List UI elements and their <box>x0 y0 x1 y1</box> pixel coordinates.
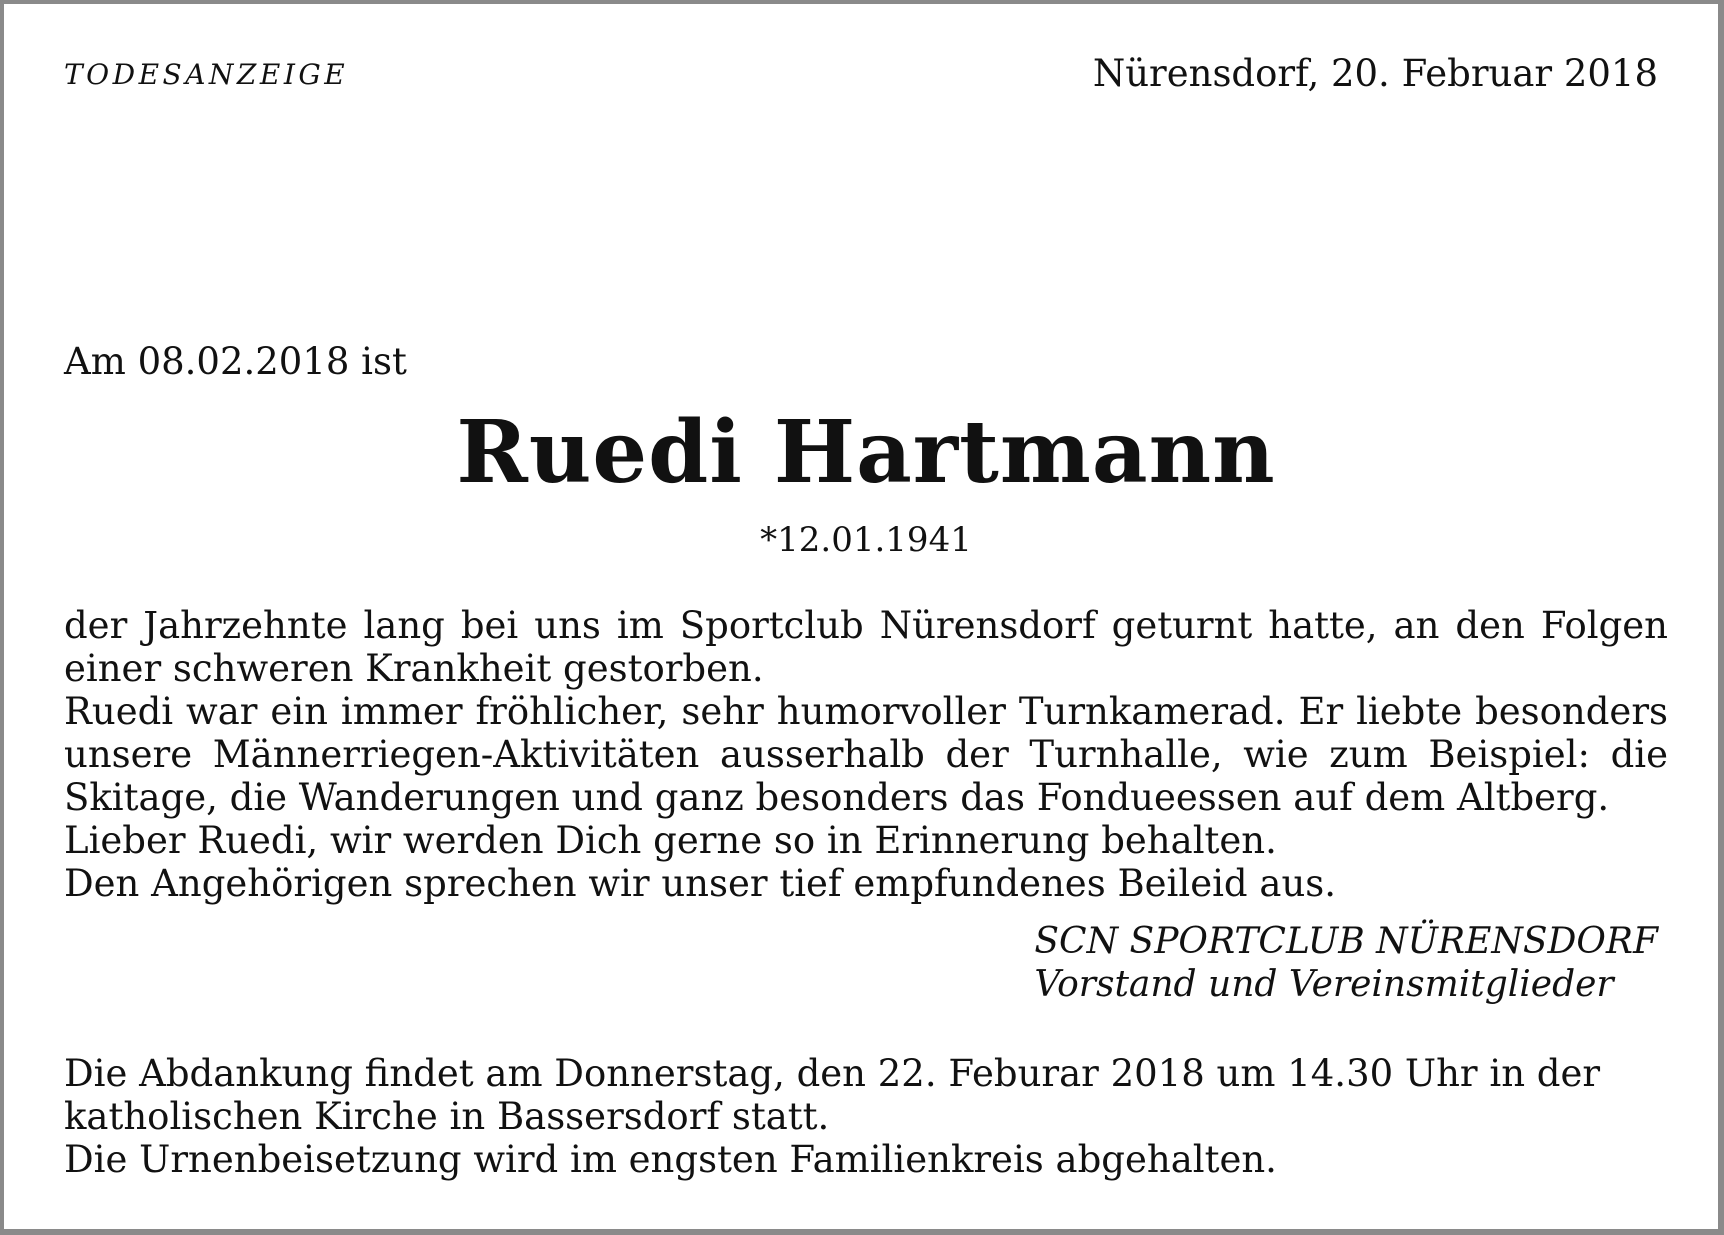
signature-members: Vorstand und Vereinsmitglieder <box>1034 964 1614 1005</box>
ceremony-paragraph: Die Urnenbeisetzung wird im engsten Familienkreis abgehalten. <box>64 1138 1277 1181</box>
notice-type-label: TODESANZEIGE <box>64 58 349 91</box>
ceremony-paragraph: Die Abdankung findet am Donnerstag, den 22. Feburar 2018 um 14.30 Uhr in der katholischen Kirche in Bassersdorf statt. <box>64 1052 1601 1138</box>
deceased-name: Ruedi Hartmann <box>456 402 1276 503</box>
intro-text: Am 08.02.2018 ist <box>64 340 407 383</box>
signature-block <box>1034 920 1658 1006</box>
notice-body <box>64 604 1668 905</box>
signature-club: SCN SPORTCLUB NÜRENSDORF <box>1034 921 1658 962</box>
body-paragraph: Ruedi war ein immer fröhlicher, sehr humorvoller Turnkamerad. Er liebte besonders unsere Männerriegen-Aktivitäten ausserhalb der Turnhalle, wie zum Beispiel: die Skitage, die Wanderungen und ganz besonders das Fondueessen auf dem Altberg. <box>64 690 1668 819</box>
body-paragraph: Lieber Ruedi, wir werden Dich gerne so in Erinnerung behalten. <box>64 819 1277 862</box>
body-paragraph: der Jahrzehnte lang bei uns im Sportclub Nürensdorf geturnt hatte, an den Folgen einer schweren Krankheit gestorben. <box>64 604 1668 690</box>
place-date: Nürensdorf, 20. Februar 2018 <box>1092 52 1658 95</box>
body-paragraph: Den Angehörigen sprechen wir unser tief empfundenes Beileid aus. <box>64 862 1337 905</box>
birth-date: *12.01.1941 <box>760 520 972 560</box>
ceremony-info <box>64 1052 1668 1181</box>
